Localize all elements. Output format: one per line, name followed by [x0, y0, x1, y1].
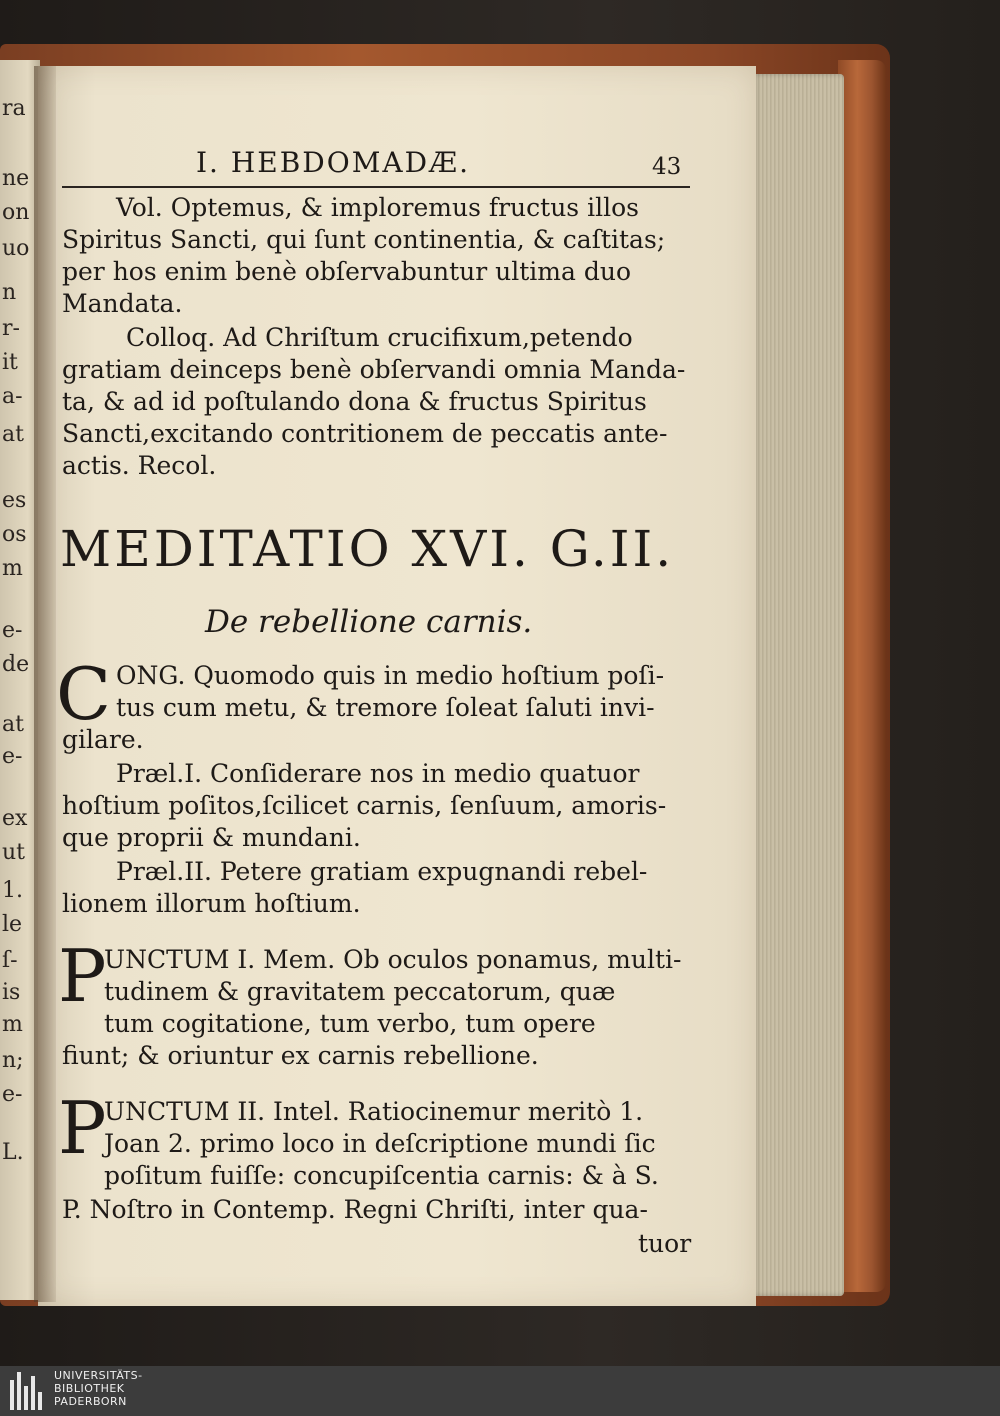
text-line: Spiritus Sancti, qui ſunt continentia, & caſtitas;	[62, 225, 666, 254]
left-page-text-fragment: a-	[2, 384, 23, 409]
text-line: P. Noſtro in Contemp. Regni Chriſti, inter qua-	[62, 1195, 648, 1224]
footer-line: PADERBORN	[54, 1395, 127, 1408]
footer-line: UNIVERSITÄTS-	[54, 1369, 143, 1382]
left-page-text-fragment: es	[2, 488, 27, 513]
text-line: poſitum fuiſſe: concupiſcentia carnis: & à S.	[104, 1161, 659, 1190]
footer-line: BIBLIOTHEK	[54, 1382, 125, 1395]
drop-cap: P	[58, 1086, 107, 1170]
left-page-text-fragment: e-	[2, 744, 23, 769]
drop-cap: C	[56, 652, 112, 736]
library-logo-icon	[8, 1372, 48, 1410]
text-line: Colloq. Ad Chriſtum crucifixum,petendo	[126, 323, 633, 352]
left-page-text-fragment: n;	[2, 1048, 24, 1073]
text-line: Præl.II. Petere gratiam expugnandi rebel-	[116, 857, 648, 886]
left-page-text-fragment: m	[2, 556, 23, 581]
left-page-text-fragment: at	[2, 422, 24, 447]
left-page-text-fragment: ra	[2, 96, 26, 121]
left-page-text-fragment: it	[2, 350, 18, 375]
text-line: Præl.I. Conſiderare nos in medio quatuor	[116, 759, 640, 788]
page-number: 43	[652, 154, 682, 180]
catchword: tuor	[638, 1229, 692, 1258]
library-footer	[0, 1366, 1000, 1416]
meditation-subtitle: De rebellione carnis.	[205, 604, 533, 640]
text-line: Sancti,excitando contritionem de peccatis ante-	[62, 419, 668, 448]
gutter-shadow	[34, 66, 56, 1302]
text-line: UNCTUM I. Mem. Ob oculos ponamus, multi-	[104, 945, 682, 974]
left-page-text-fragment: de	[2, 652, 30, 677]
left-page-text-fragment: at	[2, 712, 24, 737]
text-line: lionem illorum hoſtium.	[62, 889, 361, 918]
meditation-title: MEDITATIO XVI. G.II.	[60, 520, 675, 578]
left-page-text-fragment: m	[2, 1012, 23, 1037]
text-line: fiunt; & oriuntur ex carnis rebellione.	[62, 1041, 539, 1070]
text-line: tudinem & gravitatem peccatorum, quæ	[104, 977, 616, 1006]
text-line: Joan 2. primo loco in deſcriptione mundi ſic	[104, 1129, 656, 1158]
left-page-text-fragment: 1.	[2, 878, 23, 903]
text-line: Mandata.	[62, 289, 183, 318]
left-page-text-fragment: os	[2, 522, 27, 547]
text-line: ta, & ad id poſtulando dona & fructus Spiritus	[62, 387, 647, 416]
running-header: I. HEBDOMADÆ.	[196, 146, 470, 179]
drop-cap: P	[58, 934, 107, 1018]
left-page-text-fragment: le	[2, 912, 23, 937]
text-line: ONG. Quomodo quis in medio hoſtium poſi-	[116, 661, 665, 690]
left-page-text-fragment: r-	[2, 316, 20, 341]
text-line: hoſtium poſitos,ſcilicet carnis, ſenſuum, amoris-	[62, 791, 667, 820]
cover-edge	[838, 60, 886, 1292]
left-page-text-fragment: uo	[2, 236, 30, 261]
text-line: Vol. Optemus, & imploremus fructus illos	[116, 193, 639, 222]
page-edges	[752, 74, 844, 1296]
left-page-text-fragment: ſ-	[2, 948, 18, 973]
header-rule	[62, 186, 690, 188]
left-page-text-fragment: ex	[2, 806, 28, 831]
text-line: UNCTUM II. Intel. Ratiocinemur meritò 1.	[104, 1097, 644, 1126]
text-line: tum cogitatione, tum verbo, tum opere	[104, 1009, 596, 1038]
left-page-text-fragment: on	[2, 200, 30, 225]
text-line: gilare.	[62, 725, 144, 754]
left-page-text-fragment: n	[2, 280, 17, 305]
left-page-text-fragment: ut	[2, 840, 26, 865]
left-page-text-fragment: is	[2, 980, 21, 1005]
left-page-text-fragment: e-	[2, 618, 23, 643]
left-page-text-fragment: ne	[2, 166, 30, 191]
left-page-text-fragment: L.	[2, 1140, 24, 1165]
text-line: que proprii & mundani.	[62, 823, 361, 852]
text-line: tus cum metu, & tremore ſoleat ſaluti invi-	[116, 693, 655, 722]
text-line: per hos enim benè obſervabuntur ultima duo	[62, 257, 631, 286]
left-page-text-fragment: e-	[2, 1082, 23, 1107]
text-line: gratiam deinceps benè obſervandi omnia Manda-	[62, 355, 686, 384]
text-line: actis. Recol.	[62, 451, 217, 480]
